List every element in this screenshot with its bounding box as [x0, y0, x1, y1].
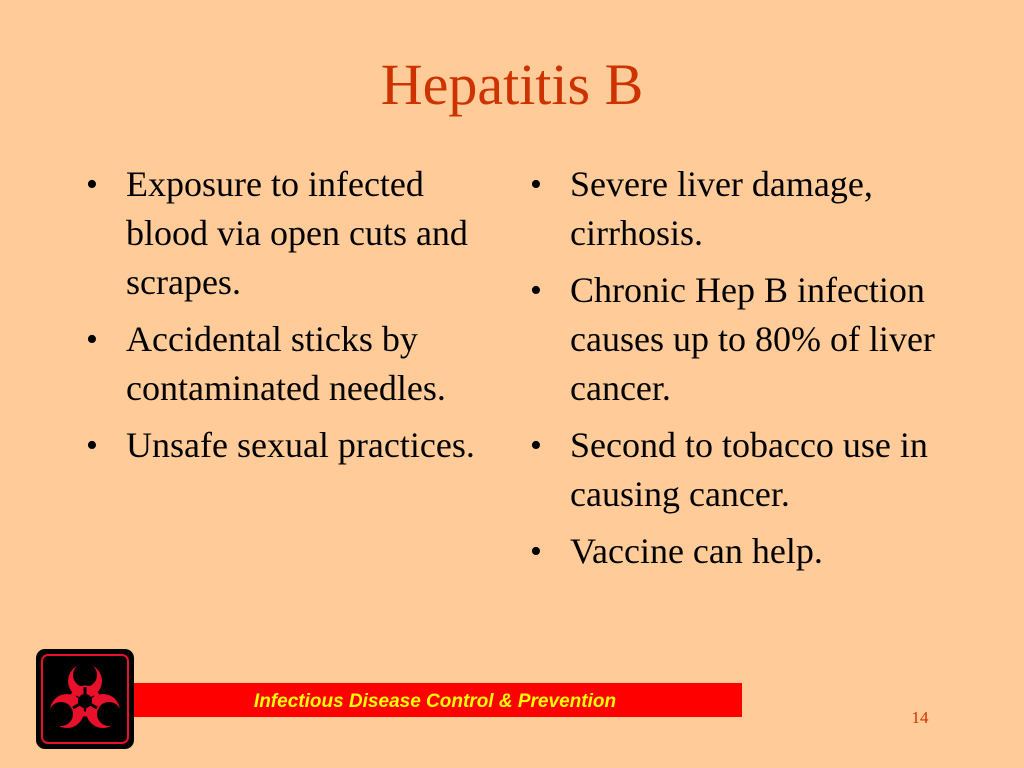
- bullet-text: Accidental sticks by contaminated needles.: [126, 319, 446, 408]
- page-number: 14: [911, 708, 929, 727]
- bullet-text: Unsafe sexual practices.: [126, 425, 475, 465]
- bullet-glyph: •: [530, 427, 542, 464]
- left-bullet-list: [86, 160, 486, 478]
- bullet-glyph: •: [530, 272, 542, 309]
- bullet-glyph: •: [86, 427, 98, 464]
- bullet-text: Second to tobacco use in causing cancer.: [570, 425, 928, 514]
- biohazard-logo: [36, 649, 134, 749]
- bullet-item: [530, 527, 950, 576]
- bullet-item: [86, 421, 486, 470]
- bullet-item: [86, 315, 486, 413]
- right-bullet-list: [530, 160, 950, 584]
- bullet-item: [86, 160, 486, 307]
- bullet-item: [530, 421, 950, 519]
- slide-title: Hepatitis B: [380, 52, 644, 117]
- bullet-text: Vaccine can help.: [570, 531, 823, 571]
- bullet-glyph: •: [530, 166, 542, 203]
- footer-text: Infectious Disease Control & Prevention: [253, 691, 617, 712]
- bullet-text: Chronic Hep B infection causes up to 80% of liver cancer.: [570, 270, 935, 408]
- bullet-text: Exposure to infected blood via open cuts and scrapes.: [126, 164, 468, 302]
- bullet-item: [530, 160, 950, 258]
- bullet-glyph: •: [530, 533, 542, 570]
- biohazard-icon: [40, 653, 130, 745]
- bullet-glyph: •: [86, 321, 98, 358]
- bullet-item: [530, 266, 950, 413]
- bullet-text: Severe liver damage, cirrhosis.: [570, 164, 873, 253]
- bullet-glyph: •: [86, 166, 98, 203]
